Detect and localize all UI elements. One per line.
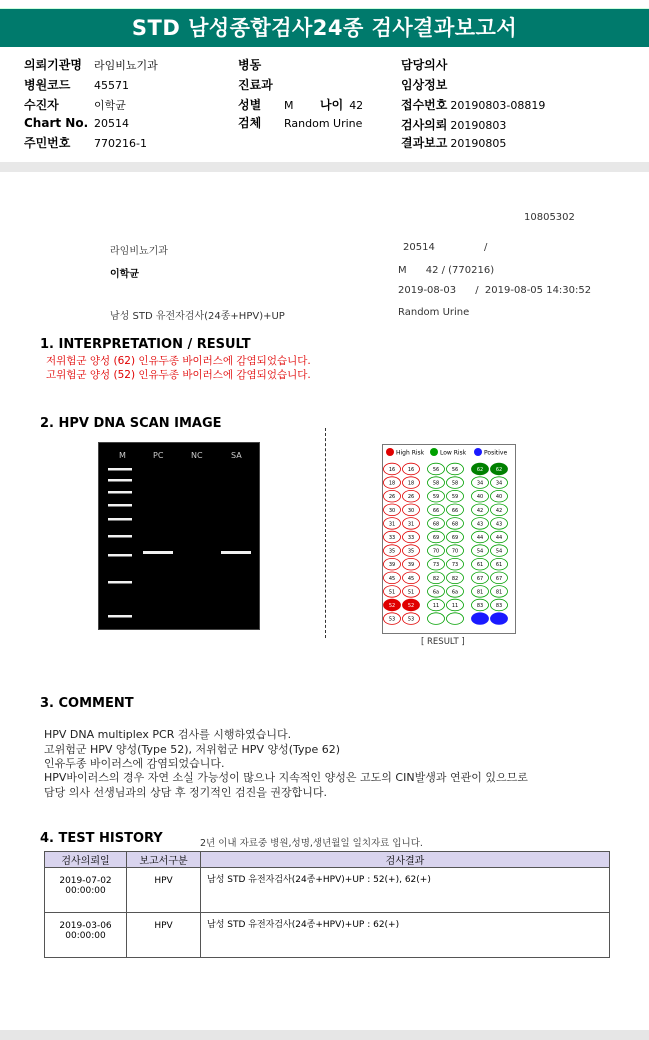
plate-well-label: 16 [388,467,396,473]
plate-well-label: 52 [388,603,396,609]
doctor-row [401,56,447,73]
gel-electrophoresis-image [98,442,260,630]
age-value: 42 [349,99,364,112]
report-value: 20190805 [450,137,507,150]
gel-lane-pc: PC [153,451,164,460]
result-caption: [ RESULT ] [421,637,465,647]
plate-well-label: 62 [495,467,503,473]
plate-well [447,613,464,625]
plate-well-label: 83 [476,603,484,609]
meta-sex-age: M 42 / (770216) [398,265,495,276]
plate-well-label: 33 [407,535,415,541]
plate-well [472,613,489,625]
plate-well-label: 39 [407,562,415,569]
meta-institution: 라임비뇨기과 [110,246,168,257]
legend-dot [386,448,394,456]
plate-well-label: 53 [407,616,415,623]
history-date: 2019-03-06 [59,921,112,931]
legend-label: Positive [484,449,508,457]
comment-line-2: 고위험군 HPV 양성(Type 52), 저위험군 HPV 양성(Type 62) [44,743,341,756]
plate-well-label: 73 [451,562,459,569]
receipt-label: 접수번호 [401,98,448,112]
plate-well-label: 11 [451,603,459,609]
plate-well-label: 73 [432,562,440,569]
plate-well-label: 81 [495,589,503,596]
plate-well-label: 44 [495,535,503,541]
institution-label: 의뢰기관명 [24,58,82,72]
comment-line-5: 담당 의사 선생님과의 상담 후 정기적인 검진을 권장합니다. [44,786,327,799]
plate-well [491,613,508,625]
plate-well-label: 6a [451,589,459,596]
gel-svg [99,443,259,629]
plate-well-label: 45 [388,575,396,582]
plate-well-label: 59 [451,494,459,501]
meta-test-name: 남성 STD 유전자검사(24종+HPV)+UP [110,311,285,322]
rrn-row [24,134,147,151]
history-date: 2019-07-02 [59,876,112,886]
plate-well-label: 58 [451,480,459,487]
comment-line-1: HPV DNA multiplex PCR 검사를 시행하였습니다. [44,728,292,741]
legend-dot [430,448,438,456]
age-label: 나이 [320,98,344,112]
request-label: 검사의뢰 [401,118,448,132]
section-divider [0,162,649,172]
plate-well-label: 18 [407,480,415,487]
history-note: 2년 이내 자료중 병원,성명,생년월일 일치자료 입니다. [200,838,423,849]
plate-well-label: 35 [407,548,415,555]
history-type: HPV [127,868,201,913]
report-number: 10805302 [524,212,575,223]
plate-well-label: 6a [432,589,440,596]
chart-value: 20514 [94,117,129,130]
plate-well-label: 83 [495,603,503,609]
legend-label: High Risk [396,449,425,457]
plate-well-label: 31 [388,521,396,528]
doctor-label: 담당의사 [401,58,448,72]
receipt-row [401,96,545,113]
plate-well [428,613,445,625]
interpretation-line-1: 저위험군 양성 (62) 인유두종 바이러스에 감염되었습니다. [46,355,311,367]
report-title: STD 남성종합검사24종 검사결과보고서 [0,8,649,47]
examinee-row [24,96,126,113]
plate-well-label: 81 [476,589,484,596]
plate-well-label: 69 [432,535,440,541]
history-result: 남성 STD 유전자검사(24종+HPV)+UP : 52(+), 62(+) [201,868,610,913]
plate-well-label: 33 [388,535,396,541]
legend-label: Low Risk [440,449,467,457]
plate-well-label: 53 [388,616,396,623]
plate-well-label: 16 [407,467,415,473]
plate-well-label: 34 [495,480,503,487]
plate-well-label: 51 [388,589,396,596]
dept-label: 진료과 [238,78,273,92]
receipt-value: 20190803-08819 [450,99,546,112]
history-time: 00:00:00 [65,931,106,941]
hpv-result-plate [382,444,516,634]
plate-well-label: 30 [407,507,415,514]
plate-well-label: 70 [451,548,459,555]
plate-well-label: 69 [451,535,459,541]
sex-age-row [238,96,363,113]
specimen-value: Random Urine [284,117,363,130]
gel-lane-nc: NC [191,451,203,460]
history-result: 남성 STD 유전자검사(24종+HPV)+UP : 62(+) [201,913,610,958]
plate-well-label: 61 [476,562,484,569]
footer-bar [0,1030,649,1040]
plate-well-label: 56 [451,467,459,473]
plate-well-label: 26 [407,494,415,501]
gel-marker-ladder [108,468,132,618]
plate-well-label: 18 [388,480,396,487]
meta-slash: / [484,242,488,253]
plate-well-label: 68 [432,521,440,528]
plate-well-label: 31 [407,521,415,528]
history-date-cell [45,868,127,913]
history-type: HPV [127,913,201,958]
gel-lane-sa: SA [231,451,242,460]
report-row [401,134,506,151]
plate-well-label: 26 [388,494,396,501]
plate-well-label: 54 [495,548,503,555]
comment-line-3: 인유두종 바이러스에 감염되었습니다. [44,757,225,770]
table-row [45,913,610,958]
gel-band-pc [143,551,173,554]
institution-value: 라임비뇨기과 [94,59,158,72]
interpretation-heading: 1. INTERPRETATION / RESULT [40,337,251,352]
plate-well-label: 40 [476,494,484,501]
plate-well-label: 30 [388,507,396,514]
gel-lane-m: M [119,451,126,460]
history-header-row [45,852,610,868]
plate-well-label: 61 [495,562,503,569]
gel-band-sa [221,551,251,554]
plate-well-label: 52 [407,603,415,609]
plate-well-label: 42 [495,507,503,514]
request-value: 20190803 [450,119,507,132]
institution-row [24,56,158,73]
comment-heading: 3. COMMENT [40,696,134,711]
sex-value: M [284,99,294,112]
plate-well-label: 66 [451,507,459,514]
clinical-label: 임상정보 [401,78,448,92]
plate-well-label: 43 [495,521,503,528]
report-label: 결과보고 [401,136,448,150]
examinee-value: 이학균 [94,99,126,112]
history-time: 00:00:00 [65,886,106,896]
plate-well-label: 51 [407,589,415,596]
examinee-label: 수진자 [24,98,59,112]
plate-well-label: 58 [432,480,440,487]
chart-label: Chart No. [24,116,89,130]
plate-well-label: 56 [432,467,440,473]
plate-svg [383,445,515,633]
plate-well-label: 66 [432,507,440,514]
plate-well-label: 43 [476,521,484,528]
rrn-value: 770216-1 [94,137,147,150]
ward-row [238,56,261,73]
specimen-label: 검체 [238,116,262,130]
history-date-cell [45,913,127,958]
request-row [401,116,506,133]
legend-dot [474,448,482,456]
hospital-code-row [24,76,129,93]
meta-name: 이학균 [110,269,139,280]
plate-well-label: 67 [495,575,503,582]
hpv-scan-heading: 2. HPV DNA SCAN IMAGE [40,416,222,431]
history-col-result: 검사결과 [201,852,610,868]
plate-well-label: 82 [451,575,459,582]
plate-well-label: 42 [476,507,484,514]
history-col-date: 검사의뢰일 [45,852,127,868]
interpretation-line-2: 고위험군 양성 (52) 인유두종 바이러스에 감염되었습니다. [46,369,311,381]
plate-well-label: 34 [476,480,484,487]
plate-well-label: 44 [476,535,484,541]
plate-well-label: 62 [476,467,484,473]
sex-label: 성별 [238,98,262,112]
comment-line-4: HPV바이러스의 경우 자연 소실 가능성이 많으나 지속적인 양성은 고도의 CIN발생과 연관이 있으므로 [44,771,528,784]
hospital-code-label: 병원코드 [24,78,71,92]
plate-well-label: 68 [451,521,459,528]
meta-chart: 20514 [403,242,435,253]
clinical-row [401,76,447,93]
dept-row [238,76,273,93]
plate-well-label: 67 [476,575,484,582]
plate-well-label: 39 [388,562,396,569]
plate-well-label: 82 [432,575,440,582]
plate-well-label: 45 [407,575,415,582]
chart-row [24,116,129,130]
image-divider [325,428,326,638]
plate-well-label: 35 [388,548,396,555]
plate-well-label: 54 [476,548,484,555]
specimen-row [238,114,362,131]
rrn-label: 주민번호 [24,136,71,150]
meta-specimen: Random Urine [398,307,470,318]
history-heading: 4. TEST HISTORY [40,831,163,846]
meta-dates: 2019-08-03 / 2019-08-05 14:30:52 [398,285,592,296]
table-row [45,868,610,913]
history-col-type: 보고서구분 [127,852,201,868]
ward-label: 병동 [238,58,262,72]
plate-well-label: 11 [432,603,440,609]
plate-well-label: 59 [432,494,440,501]
plate-well-label: 40 [495,494,503,501]
history-table [44,851,610,958]
plate-well-label: 70 [432,548,440,555]
hospital-code-value: 45571 [94,79,129,92]
